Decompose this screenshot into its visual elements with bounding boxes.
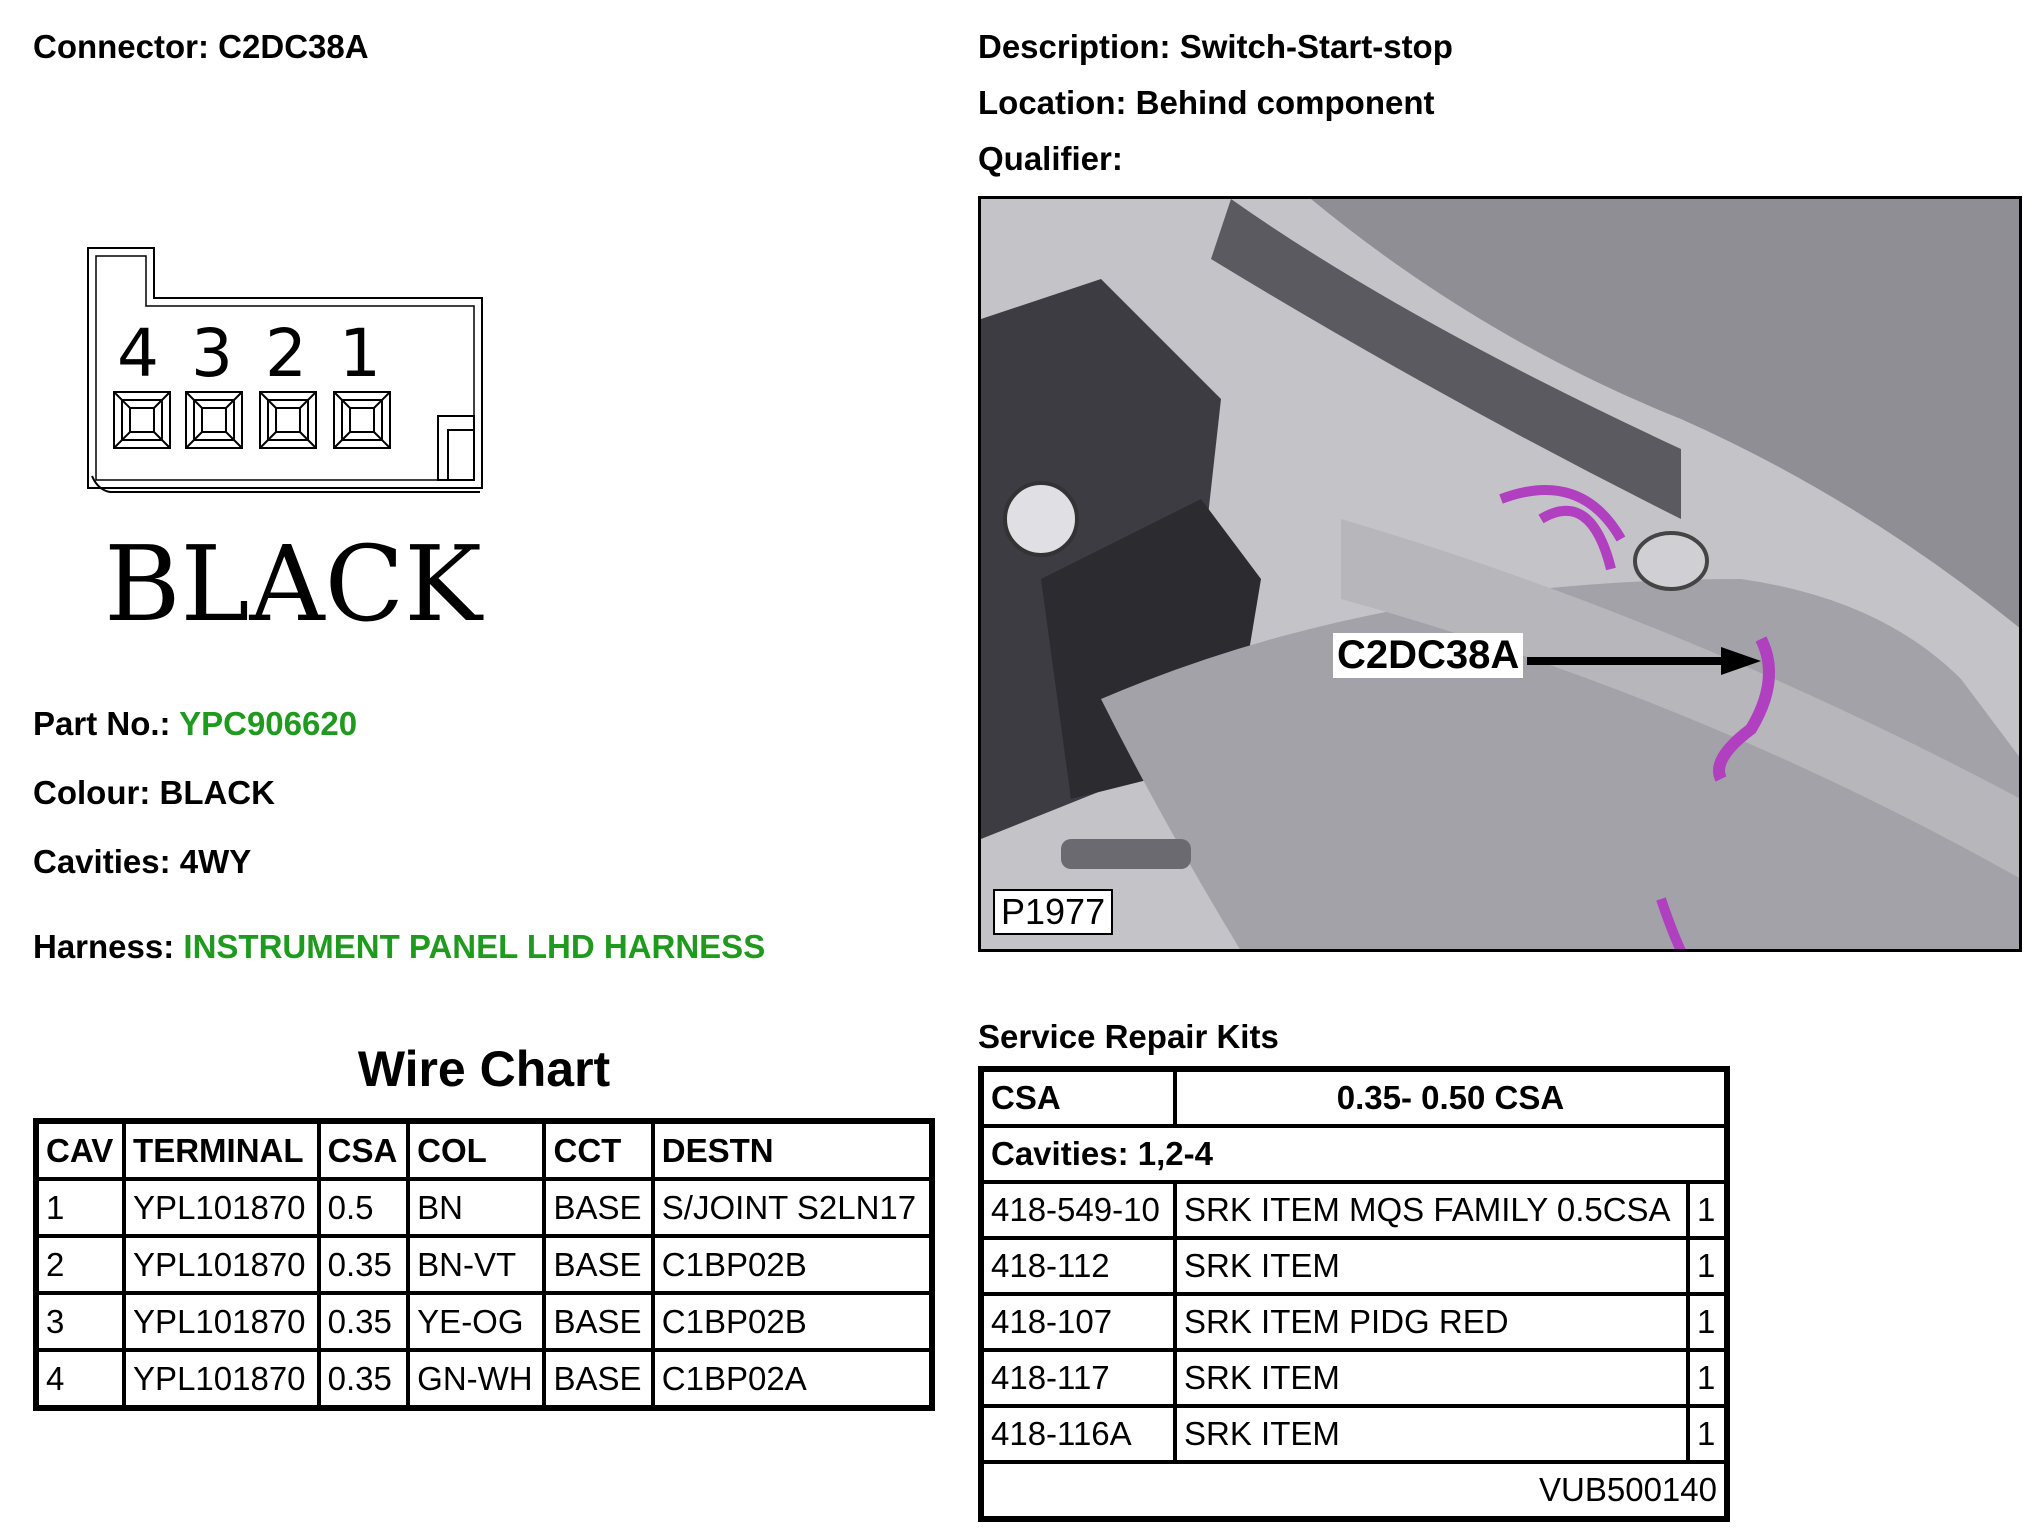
kit-qty-cell: 1 [1688,1350,1726,1406]
terminal-cell: YPL101870 [124,1350,319,1407]
col-cell: GN-WH [408,1350,544,1407]
colour-label: Colour: [33,774,151,811]
csa-cell: 0.35 [319,1293,409,1350]
qualifier-field [978,140,1123,178]
cavities-field [33,843,251,881]
table-row [982,1294,1726,1350]
table-row [37,1350,931,1407]
kit-number-cell: 418-112 [982,1238,1175,1294]
colour-field [33,774,275,812]
cavities-value: 4WY [179,843,252,880]
connector-colour-text: BLACK [104,523,482,640]
qualifier-label: Qualifier: [978,140,1123,177]
photo-callout-label: C2DC38A [1333,633,1523,678]
col-cell: BN-VT [408,1236,544,1293]
cct-cell: BASE [544,1236,652,1293]
component-location-photo [978,196,2022,952]
cct-cell: BASE [544,1293,652,1350]
part-number-label: Part No.: [33,705,171,742]
kit-number-cell: 418-117 [982,1350,1175,1406]
table-row [37,1293,931,1350]
cavities-label: Cavities: [33,843,171,880]
csa-value-cell: 0.35- 0.50 CSA [1175,1070,1726,1126]
cav-cell: 2 [37,1236,124,1293]
pin-number-1: 1 [339,315,381,392]
connector-value: C2DC38A [218,28,369,65]
cavities-row [982,1126,1726,1182]
table-row [982,1406,1726,1462]
harness-link[interactable]: INSTRUMENT PANEL LHD HARNESS [183,928,766,965]
connector-face-diagram [80,240,500,640]
kit-description-cell: SRK ITEM [1175,1350,1688,1406]
photo-illustration [981,199,2021,951]
header-col: COL [408,1122,544,1179]
table-row [37,1179,931,1236]
terminal-cell: YPL101870 [124,1236,319,1293]
cct-cell: BASE [544,1350,652,1407]
cav-cell: 3 [37,1293,124,1350]
csa-cell: 0.5 [319,1179,409,1236]
kit-code-row [982,1462,1726,1518]
header-terminal: TERMINAL [124,1122,319,1179]
harness-label: Harness: [33,928,175,965]
pin-number-4: 4 [117,315,159,392]
wire-chart-title: Wire Chart [357,1041,611,1097]
location-label: Location: [978,84,1127,121]
kit-qty-cell: 1 [1688,1294,1726,1350]
destn-cell: C1BP02B [653,1293,931,1350]
table-row [982,1182,1726,1238]
description-value: Switch-Start-stop [1179,28,1453,65]
connector-field [33,28,369,66]
pin-number-3: 3 [191,315,233,392]
col-cell: YE-OG [408,1293,544,1350]
destn-cell: C1BP02A [653,1350,931,1407]
cavity-squares [114,392,390,448]
cav-cell: 4 [37,1350,124,1407]
kit-description-cell: SRK ITEM [1175,1238,1688,1294]
harness-field [33,928,765,966]
wire-chart-header-row [37,1122,931,1179]
table-row [982,1350,1726,1406]
cct-cell: BASE [544,1179,652,1236]
header-destn: DESTN [653,1122,931,1179]
location-field [978,84,1434,122]
destn-cell: C1BP02B [653,1236,931,1293]
table-row [982,1238,1726,1294]
table-row [37,1236,931,1293]
terminal-cell: YPL101870 [124,1179,319,1236]
description-label: Description: [978,28,1171,65]
kits-cavities-cell: Cavities: 1,2-4 [982,1126,1726,1182]
wire-chart-table [33,1118,935,1411]
colour-value: BLACK [159,774,275,811]
kit-qty-cell: 1 [1688,1406,1726,1462]
kit-code-cell: VUB500140 [982,1462,1726,1518]
kit-qty-cell: 1 [1688,1182,1726,1238]
kit-number-cell: 418-549-10 [982,1182,1175,1238]
photo-reference: P1977 [993,889,1113,935]
terminal-cell: YPL101870 [124,1293,319,1350]
kit-number-cell: 418-107 [982,1294,1175,1350]
kit-description-cell: SRK ITEM [1175,1406,1688,1462]
csa-cell: 0.35 [319,1236,409,1293]
pin-number-2: 2 [265,315,307,392]
csa-label-cell: CSA [982,1070,1175,1126]
csa-row [982,1070,1726,1126]
col-cell: BN [408,1179,544,1236]
cav-cell: 1 [37,1179,124,1236]
kit-qty-cell: 1 [1688,1238,1726,1294]
service-kits-title: Service Repair Kits [978,1018,1279,1055]
kit-description-cell: SRK ITEM MQS FAMILY 0.5CSA [1175,1182,1688,1238]
service-kits-table [978,1066,1730,1522]
destn-cell: S/JOINT S2LN17 [653,1179,931,1236]
kit-number-cell: 418-116A [982,1406,1175,1462]
header-csa: CSA [319,1122,409,1179]
connector-label: Connector: [33,28,209,65]
location-value: Behind component [1135,84,1435,121]
csa-cell: 0.35 [319,1350,409,1407]
header-cct: CCT [544,1122,652,1179]
part-number-link[interactable]: YPC906620 [179,705,358,742]
kit-description-cell: SRK ITEM PIDG RED [1175,1294,1688,1350]
header-cav: CAV [37,1122,124,1179]
part-number-field [33,705,357,743]
description-field [978,28,1453,66]
